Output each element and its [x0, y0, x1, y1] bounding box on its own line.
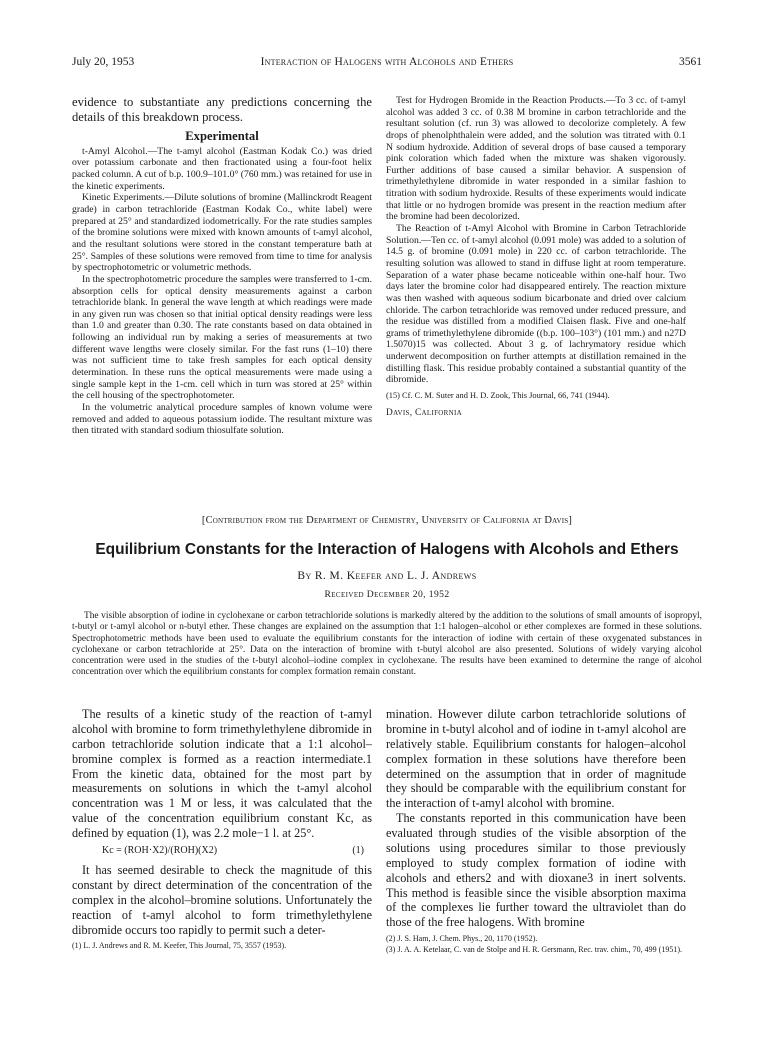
continued-text: evidence to substantiate any predictions concerning the details of this breakdown process.: [72, 95, 372, 125]
header-date: July 20, 1953: [72, 56, 135, 68]
top-left-column: [72, 95, 372, 437]
received-date: Received December 20, 1952: [324, 589, 450, 600]
contribution-line: [Contribution from the Department of Chemistry, University of California at Davis]: [201, 515, 573, 526]
reference-15: (15) Cf. C. M. Suter and H. D. Zook, This Journal, 66, 741 (1944).: [386, 391, 610, 401]
paragraph-volumetric: In the volumetric analytical procedure samples of known volume were removed and added to aqueous potassium iodide. The resultant mixture was then titrated with standard sodium thiosulfate solution.: [72, 401, 372, 437]
equation-number: (1): [352, 844, 364, 856]
footnote-1: (1) L. J. Andrews and R. M. Keefer, This Journal, 75, 3557 (1953).: [72, 941, 287, 951]
section-heading-experimental: Experimental: [185, 128, 259, 143]
footnote-3: (3) J. A. A. Ketelaar, C. van de Stolpe and H. R. Gersmann, Rec. trav. chim., 70, 499 (1951).: [386, 945, 682, 955]
abstract: The visible absorption of iodine in cyclohexane or carbon tetrachloride solutions is markedly altered by the addition to the solutions of small amounts of isopropyl, t-butyl or t-amyl alcohol or n-butyl ether. These changes are explained on the assumption that 1:1 halogen–alcohol or ether complexes are formed in these solutions. Spectrophotometric methods have been used to evaluate the equilibrium constants for the interaction of iodine with certain of these oxygenated substances in cyclohexane or carbon tetrachloride at 25°. Data on the interaction of bromine with t-butyl alcohol are also presented. Solutions of widely varying alcohol concentration were used in the studies of the t-butyl alcohol–iodine complex in cyclohexane. The results have been examined to determine the range of alcohol concentration over which the equilibrium constants for complex formation remain constant.: [72, 611, 702, 678]
intro-paragraph-4: The constants reported in this communication have been evaluated through studies of the visible absorption of the solutions using procedures similar to those previously employed to study complex formation of iodine with alcohols and ethers2 and with dioxane3 in inert solvents. This method is feasible since the visible absorption maxima of the complexes lie further toward the ultraviolet than do those of the free halogens. With bromine: [386, 811, 686, 930]
paragraph-reaction-t-amyl-bromine: The Reaction of t-Amyl Alcohol with Bromine in Carbon Tetrachloride Solution.—Ten cc. of t-amyl alcohol (0.091 mole) was added to a solution of 14.5 g. of bromine (0.091 mole) in 220 cc. of carbon tetrachloride. The resulting solution was allowed to stand in diffuse light at room temperature. Separation of a water phase became noticeable within one-half hour. Two days later the bromine color had disappeared entirely. The reaction mixture was then washed with aqueous sodium bicarbonate and dried over calcium chloride. The carbon tetrachloride was removed under reduced pressure, and the residue was distilled from a modified Claisen flask. Five and one-half grams of trimethylethylene dibromide ((b.p. 100–103°) (101 mm.) and n27D 1.5070)15 was collected. About 3 g. of lachrymatory residue which underwent decomposition on further attempts at distillation remained in the distilling flask. This residue probably contained a substantial quantity of the dibromide.: [386, 223, 686, 386]
address: Davis, California: [386, 407, 462, 418]
paragraph-hydrogen-bromide-test: Test for Hydrogen Bromide in the Reaction Products.—To 3 cc. of t-amyl alcohol was added 3 cc. of 0.38 M bromine in carbon tetrachloride and the resultant solution (cf. run 3) was allowed to decolorize completely. A few drops of phenolphthalein were added, and the solution was titrated with 0.1 N sodium hydroxide. Addition of several drops of base caused a temporary pink coloration which faded when the mixture was shaken vigorously. Further additions of base caused a similar behavior. A suspension of trimethylethylene dibromide in water responded in a similar fashion to titration with sodium hydroxide. Results of these experiments would indicate that little or no hydrogen bromide was present in the reaction medium after the bromine had been decolorized.: [386, 95, 686, 223]
paragraph-t-amyl-alcohol: t-Amyl Alcohol.—The t-amyl alcohol (Eastman Kodak Co.) was dried over potassium carbonate and then fractionated using a four-foot helix packed column. A cut of b.p. 100.9–101.0° (760 mm.) was retained for use in the kinetic experiments.: [72, 145, 372, 192]
header-running-title: Interaction of Halogens with Alcohols and Ethers: [260, 56, 514, 68]
header-page-number: 3561: [679, 56, 702, 68]
paragraph-spectrophotometric: In the spectrophotometric procedure the samples were transferred to 1-cm. absorption cells for optical density measurements against a carbon tetrachloride blank. In general the wave length at which readings were made in any given run was chosen so that initial optical density readings were less than 1.0 and greater than 0.30. The rate constants based on data obtained in following an individual run by making a series of measurements at two different wave lengths were closely similar. For the fast runs (1–10) there was not sufficient time to take fresh samples for each optical density determination. In these runs the optical measurements were made using a single sample kept in the 1-cm. cell which in turn was stored at 25° within the cell housing of the spectrophotometer.: [72, 273, 372, 402]
intro-paragraph-2: It has seemed desirable to check the magnitude of this constant by direct determination of the concentration of the complex in the alcohol–bromine solutions. Unfortunately the reaction of t-amyl alcohol to form trimethylethylene dibromide occurs too rapidly to permit such a deter-: [72, 863, 372, 937]
article-title: Equilibrium Constants for the Interaction of Halogens with Alcohols and Ethers: [95, 541, 679, 558]
intro-paragraph-3: mination. However dilute carbon tetrachloride solutions of bromine in t-butyl alcohol and of iodine in t-amyl alcohol are relatively stable. Equilibrium constants for halogen–alcohol complex formation in these solutions have therefore been determined on the assumption that in order of magnitude they should be comparable with the equilibrium constant for the interaction of t-amyl alcohol with bromine.: [386, 707, 686, 811]
article-authors: By R. M. Keefer and L. J. Andrews: [297, 570, 477, 582]
paragraph-kinetic-experiments: Kinetic Experiments.—Dilute solutions of bromine (Mallinckrodt Reagent grade) in carbon tetrachloride (Eastman Kodak Co., white label) were prepared at 25° and standardized iodometrically. For the rate studies samples of the bromine solutions were mixed with known amounts of t-amyl alcohol, and the resultant solutions were stored in the constant temperature bath at 25°. Samples of these solutions were removed from time to time for analysis by spectrophotometric or volumetric methods.: [72, 192, 372, 274]
intro-paragraph-1: The results of a kinetic study of the reaction of t-amyl alcohol with bromine to form trimethylethylene dibromide in carbon tetrachloride solution indicate that a 1:1 alcohol–bromine complex is formed as a reaction intermediate.1 From the kinetic data, obtained for the most part by measurements on solutions in which the t-amyl alcohol concentration was 1 M or less, it was calculated that the value of the concentration equilibrium constant Kc, as defined by equation (1), was 2.2 mole−1 l. at 25°.: [72, 707, 372, 840]
bottom-right-column: [386, 707, 686, 955]
equation-1: [72, 845, 372, 857]
page-header: [72, 56, 702, 76]
top-right-column: [386, 95, 686, 419]
footnote-2: (2) J. S. Ham, J. Chem. Phys., 20, 1170 (1952).: [386, 934, 538, 944]
equation-expression: Kc = (ROH·X2)/(ROH)(X2): [102, 844, 218, 856]
bottom-left-column: [72, 707, 372, 951]
